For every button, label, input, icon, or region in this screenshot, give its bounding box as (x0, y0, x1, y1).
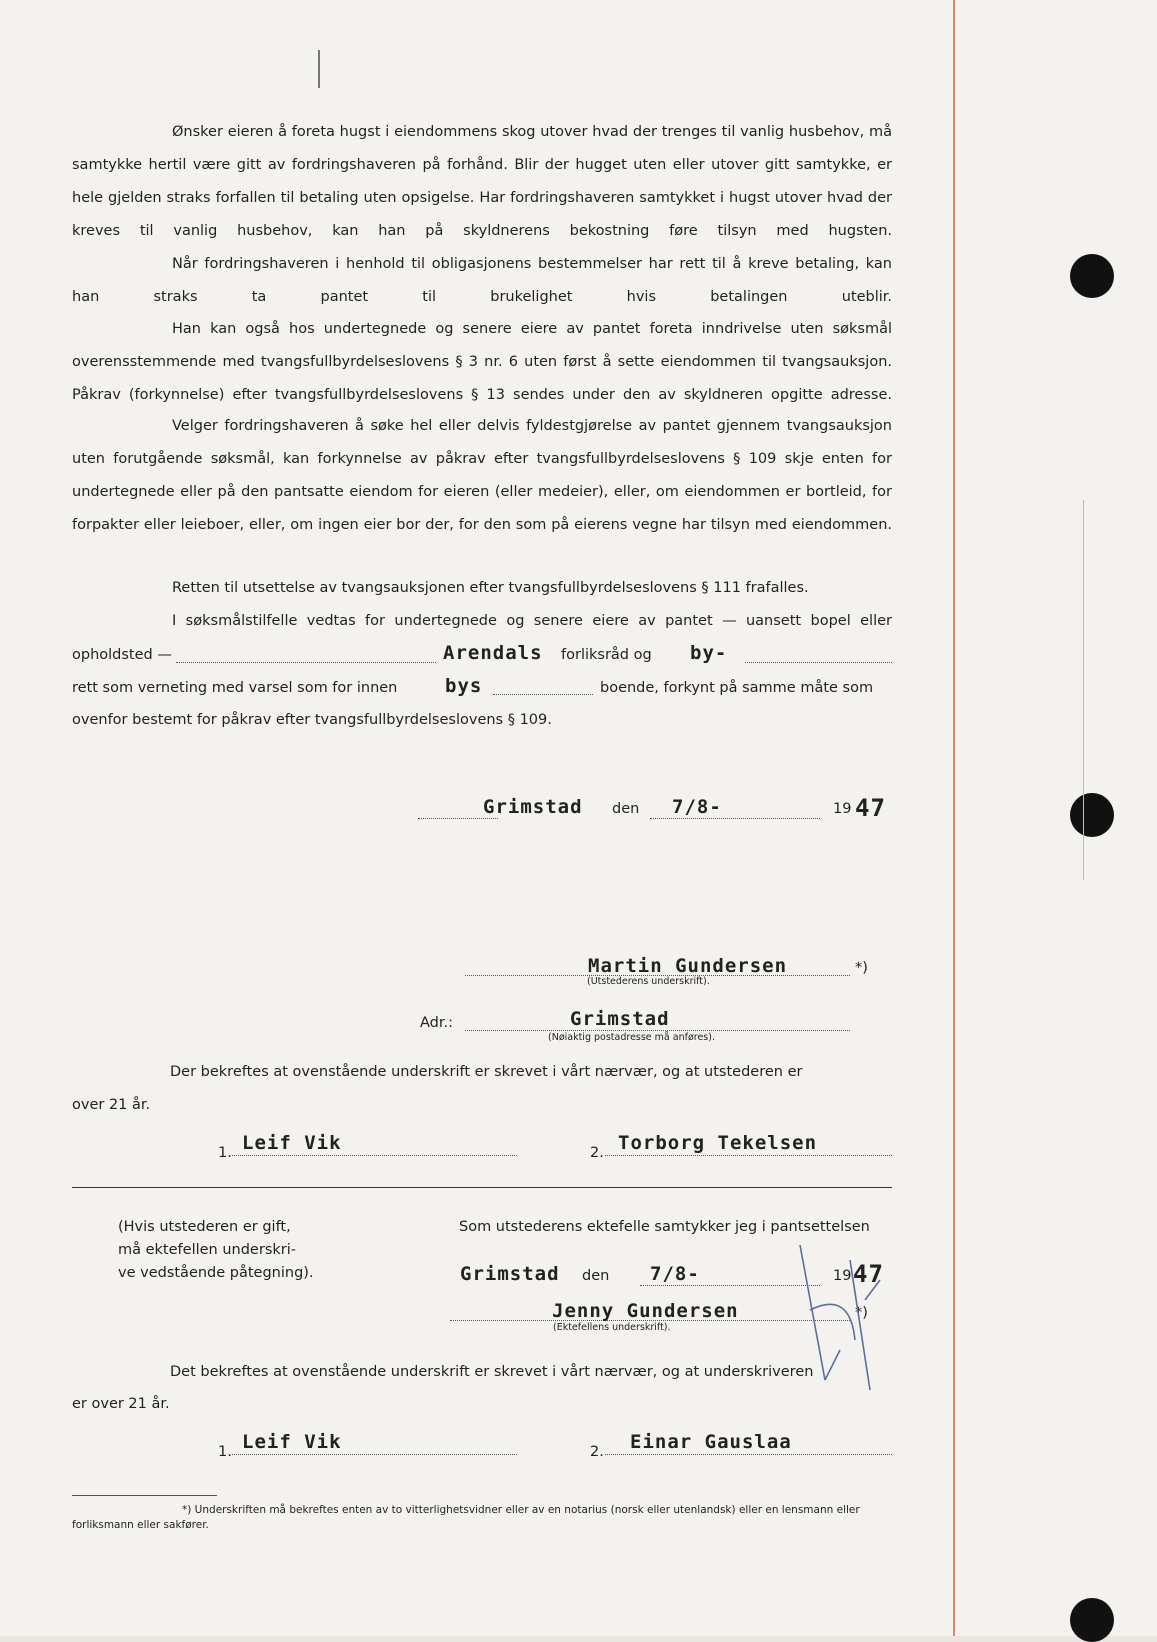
spouse-year-value: 47 (853, 1260, 884, 1288)
witness-text1-line1: Der bekreftes at ovenstående underskrift er skrevet i vårt nærvær, og at utstederen er (170, 1064, 803, 1080)
paragraph-inndrivelse: Han kan også hos undertegnede og senere eiere av pantet foreta inndrivelse uten søksmål overensstemmende med tvangsfullbyrdelseslovens § 3 nr. 6 uten først å sette eiendommen til tvangsauksjon. Påkrav (forkynnelse) efter tvangsfullbyrdelseslovens § 13 sendes under den av skyldneren opgitte adresse. (72, 321, 892, 403)
footnote: *) Underskriften må bekreftes enten av to vitterlighetsvidner eller av en notarius (norsk eller utenlandsk) eller en lensmann eller forliksmann eller sakfører. (72, 1504, 860, 1531)
date-place: Grimstad (483, 796, 583, 818)
spouse-caption: (Ektefellens underskrift). (553, 1322, 671, 1333)
court-type: by- (690, 642, 728, 664)
paragraph-hugst: Ønsker eieren å foreta hugst i eiendommens skog utover hvad der trenges til vanlig husbehov, må samtykke hertil være gitt av fordringshaveren på forhånd. Blir der hugget uten eller utover gitt samtykke, er hele gjelden straks forfallen til betaling uten opsigelse. Har fordringshaveren samtykket i hugst utover hvad der kreves til vanlig husbehov, kan han på skyldnerens bekostning føre tilsyn med hugsten. (72, 124, 892, 239)
spouse-date-place: Grimstad (460, 1263, 560, 1285)
venue-line2-suffix: boende, forkynt på samme måte som (600, 680, 874, 696)
punch-hole (1070, 793, 1114, 837)
punch-hole (1070, 1598, 1114, 1642)
punch-hole (1070, 254, 1114, 298)
spouse-signature: Jenny Gundersen (552, 1300, 739, 1322)
address-caption: (Nøiaktig postadresse må anføres). (548, 1032, 715, 1043)
within-value: bys (445, 675, 483, 697)
address-label: Adr.: (420, 1015, 453, 1031)
venue-line3: ovenfor bestemt for påkrav efter tvangsfullbyrdelseslovens § 109. (72, 712, 552, 728)
date-value: 7/8- (672, 796, 722, 818)
paragraph-soksmal: I søksmålstilfelle vedtas for undertegnede og senere eiere av pantet — uansett bopel eller (172, 613, 892, 629)
year-value: 47 (855, 794, 886, 822)
margin-line (953, 0, 955, 1636)
issuer-address: Grimstad (570, 1008, 670, 1030)
witness-text2-line2: er over 21 år. (72, 1396, 170, 1412)
paragraph-tvangsauksjon: Velger fordringshaveren å søke hel eller delvis fyldestgjørelse av pantet gjennem tvangsauksjon uten forutgående søksmål, kan forkynnelse av påkrav efter tvangsfullbyrdelseslovens § 109 skje enten for undertegnede eller på den pantsatte eiendom for eieren (eller medeier), eller, om eiendommen er bortleid, for forpakter eller leieboer, eller, om ingen eier bor der, for den som på eierens vegne har tilsyn med eiendommen. (72, 418, 892, 533)
witness-text1-line2: over 21 år. (72, 1097, 151, 1113)
paragraph-utsettelse: Retten til utsettelse av tvangsauksjonen efter tvangsfullbyrdelseslovens § 111 frafalles. (172, 580, 809, 596)
court-place: Arendals (443, 642, 543, 664)
witness3-name: Leif Vik (242, 1431, 342, 1453)
venue-mid: forliksråd og (561, 647, 652, 663)
witness-text2-line1: Det bekreftes at ovenstående underskrift er skrevet i vårt nærvær, og at underskriveren (170, 1364, 814, 1380)
issuer-caption: (Utstederens underskrift). (587, 976, 710, 987)
issuer-signature: Martin Gundersen (588, 955, 788, 977)
section-divider (72, 1187, 892, 1188)
witness2-name: Torborg Tekelsen (618, 1132, 818, 1154)
document-page: Ønsker eieren å foreta hugst i eiendommens skog utover hvad der trenges til vanlig husbehov, må samtykke hertil være gitt av fordringshaveren på forhånd. Blir der hugget uten eller utover gitt samtykke, er hele gjelden straks forfallen til betaling uten opsigelse. Har fordringshaveren samtykket i hugst utover hvad der kreves til vanlig husbehov, kan han på skyldnerens bekostning føre tilsyn med hugsten. Når fordringshaveren i henhold til obligasjonens bestemmelser har rett til å kreve betaling, kan han straks ta pantet til brukelighet hvis betalingen uteblir. Han kan også hos undertegnede og senere eiere av pantet foreta inndrivelse uten søksmål overensstemmende med tvangsfullbyrdelseslovens § 3 nr. 6 uten først å sette eiendommen til tvangsauksjon. Påkrav (forkynnelse) efter tvangsfullbyrdelseslovens § 13 sendes under den av skyldneren opgitte adresse. Velger fordringshaveren å søke hel eller delvis fyldestgjørelse av pantet gjennem tvangsauksjon uten forutgående søksmål, kan forkynnelse av påkrav efter tvangsfullbyrdelseslovens § 109 skje enten for undertegnede eller på den pantsatte eiendom for eieren (eller medeier), eller, om eiendommen er bortleid, for forpakter eller leieboer, eller, om ingen eier bor der, for den som på eierens vegne har tilsyn med eiendommen. Retten til utsettelse av tvangsauksjonen efter tvangsfullbyrdelseslovens § 111 frafalles. I søksmålstilfelle vedtas for undertegnede og senere eiere av pantet — uansett bopel eller opholdsted — Arendals forliksråd og by- rett som verneting med varsel som for innen bys boende, forkynt på samme måte som ovenfor bestemt for påkrav efter tvangsfullbyrdelseslovens § 109. Grimstad den 7/8- 19 47 Martin Gundersen *) (Utstederens underskrift). Adr.: Grimstad (Nøiaktig postadresse må anføres). Der bekreftes at ovenstående underskrift er skrevet i vårt nærvær, og at utstederen er over 21 år. 1. Leif Vik 2. Torborg Tekelsen (Hvis utstederen er gift, må ektefellen underskri- ve vedstående påtegning). Som utstederens ektefelle samtykker jeg i pantsettelsen Grimstad den 7/8- 19 47 Jenny Gundersen *) (Ektefellens underskrift). Det bekreftes at ovenstående underskrift er skrevet i vårt nærvær, og at underskriveren er over 21 år. 1. Leif Vik 2. Einar Gauslaa *) Underskriften må bekreftes enten av to vitterlighetsvidner eller av en notarius (norsk eller utenlandsk) eller en lensmann eller forliksmann eller sakfører. (0, 0, 1157, 1636)
spouse-date-value: 7/8- (650, 1263, 700, 1285)
witness4-name: Einar Gauslaa (630, 1431, 792, 1453)
paragraph-betaling: Når fordringshaveren i henhold til obligasjonens bestemmelser har rett til å kreve betaling, kan han straks ta pantet til brukelighet hvis betalingen uteblir. (72, 256, 892, 305)
witness1-name: Leif Vik (242, 1132, 342, 1154)
venue-prefix: opholdsted — (72, 647, 172, 663)
spouse-consent: Som utstederens ektefelle samtykker jeg i pantsettelsen (459, 1219, 870, 1235)
venue-line2-prefix: rett som verneting med varsel som for innen (72, 680, 398, 696)
